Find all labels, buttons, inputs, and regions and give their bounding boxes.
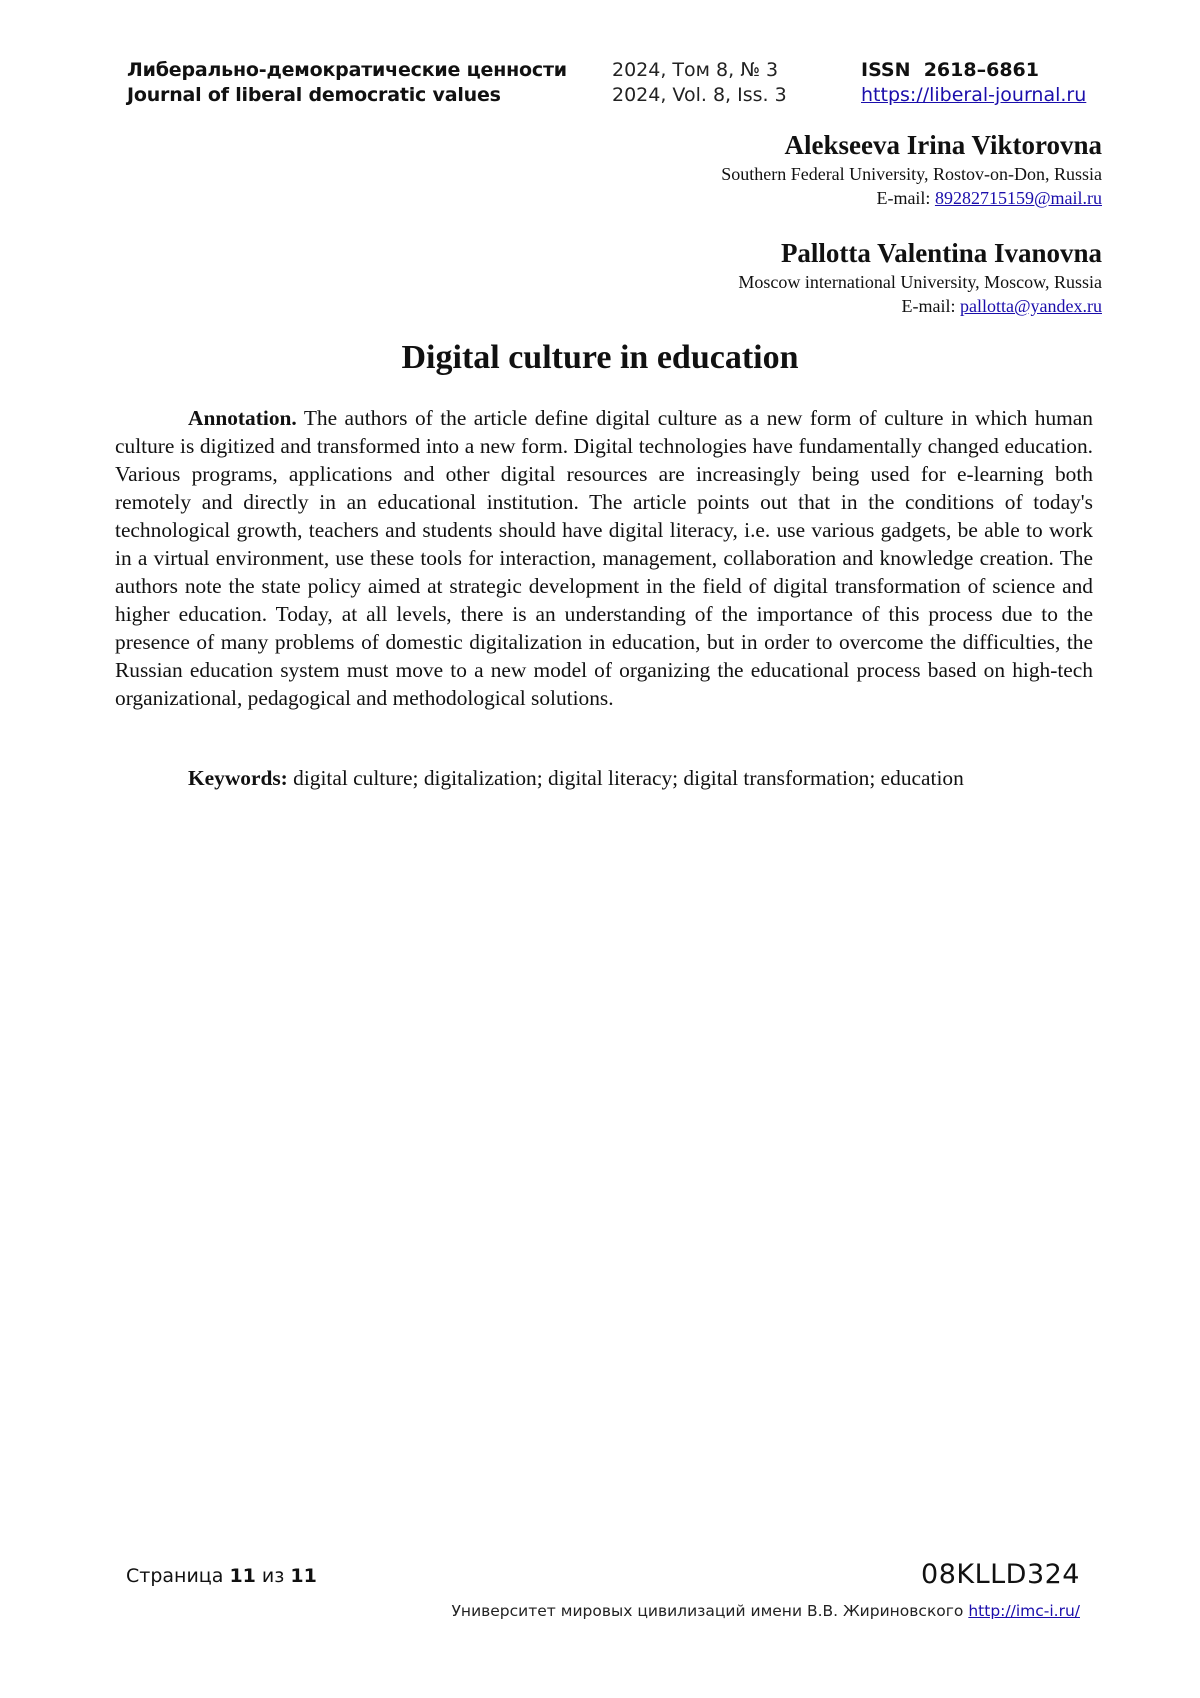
abstract-label: Annotation. (188, 406, 297, 430)
issue-ru: 2024, Том 8, № 3 (612, 59, 779, 81)
article-code: 08KLLD324 (921, 1559, 1080, 1590)
keywords-label: Keywords: (188, 766, 288, 790)
article-title: Digital culture in education (401, 339, 799, 376)
journal-header (127, 58, 1102, 110)
email-label: E-mail: (876, 188, 935, 208)
author-2 (721, 236, 1102, 318)
university-line (451, 1602, 1080, 1620)
issue-info (612, 58, 787, 108)
journal-title-ru: Либерально-демократические ценности (127, 59, 567, 81)
issn: ISSN 2618–6861 (861, 59, 1039, 81)
page-current: 11 (229, 1565, 256, 1587)
abstract (115, 404, 1093, 712)
author-affiliation: Southern Federal University, Rostov-on-Don, Russia (721, 164, 1102, 184)
page-prefix: Страница (126, 1565, 230, 1587)
author-email-link[interactable]: 89282715159@mail.ru (934, 188, 1102, 208)
journal-title (127, 58, 567, 108)
issn-block (861, 58, 1086, 108)
university-link[interactable]: http://imc-i.ru/ (968, 1602, 1080, 1620)
journal-title-en: Journal of liberal democratic values (127, 84, 501, 106)
email-label: E-mail: (901, 296, 960, 316)
university-name: Университет мировых цивилизаций имени В.В. Жириновского (451, 1602, 969, 1620)
author-email-line (721, 186, 1102, 210)
author-affiliation: Moscow international University, Moscow, Russia (738, 272, 1102, 292)
author-email-link[interactable]: pallotta@yandex.ru (959, 296, 1102, 316)
page-total: 11 (290, 1565, 317, 1587)
page-sep: из (255, 1565, 291, 1587)
abstract-text: The authors of the article define digital culture as a new form of culture in which human culture is digitized and transformed into a new form. Digital technologies have fundamentally changed education. Various programs, applications and other digital resources are increasingly being used for e-learning both remotely and directly in an educational institution. The article points out that in the conditions of today's technological growth, teachers and students should have digital literacy, i.e. use various gadgets, be able to work in a virtual environment, use these tools for interaction, management, collaboration and knowledge creation. The authors note the state policy aimed at strategic development in the field of digital transformation of science and higher education. Today, at all levels, there is an understanding of the importance of this process due to the presence of many problems of domestic digitalization in education, but in order to overcome the difficulties, the Russian education system must move to a new model of organizing the educational process based on high-tech organizational, pedagogical and methodological solutions. (115, 406, 1093, 710)
author-name: Alekseeva Irina Viktorovna (784, 130, 1102, 160)
keywords-text: digital culture; digitalization; digital literacy; digital transformation; education (287, 766, 964, 790)
author-email-line (721, 294, 1102, 318)
authors-block (721, 128, 1102, 344)
author-1 (721, 128, 1102, 210)
page-counter (126, 1565, 317, 1587)
author-name: Pallotta Valentina Ivanovna (780, 238, 1102, 268)
issue-en: 2024, Vol. 8, Iss. 3 (612, 84, 787, 106)
journal-site-link[interactable]: https://liberal-journal.ru (861, 84, 1087, 106)
keywords (188, 764, 964, 792)
